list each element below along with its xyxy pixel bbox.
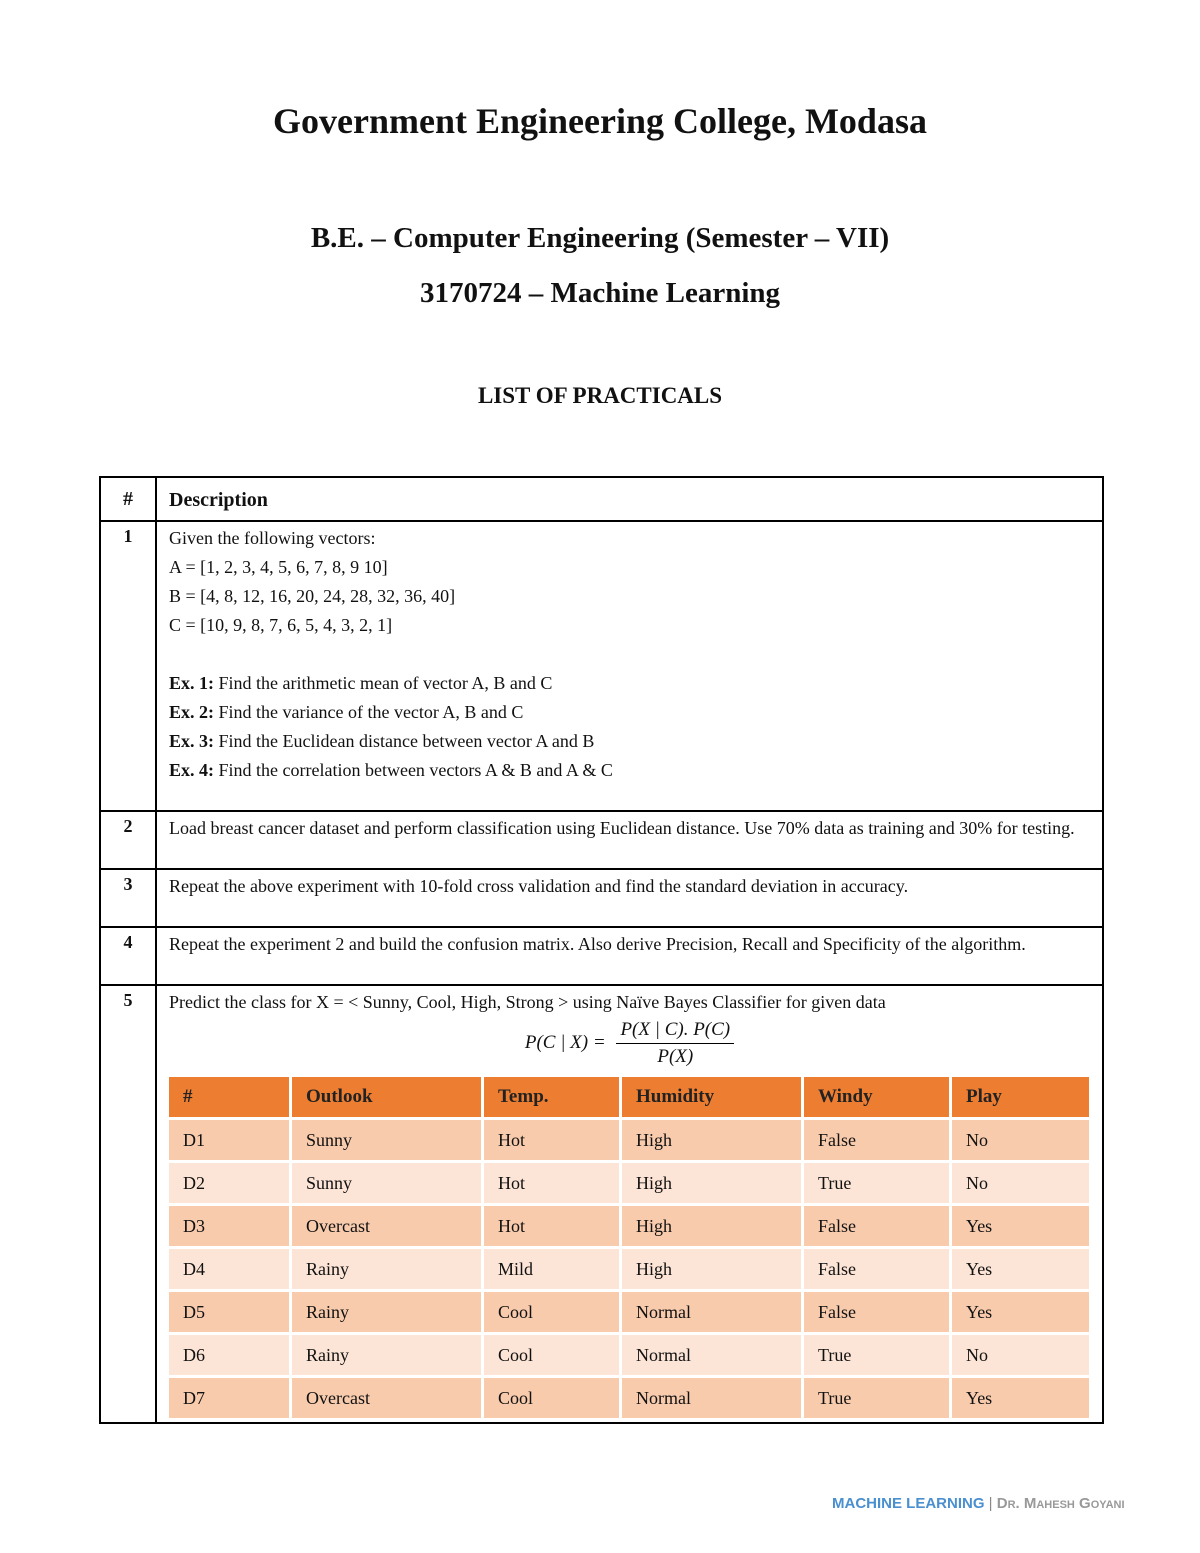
- data-cell: Rainy: [289, 1292, 481, 1332]
- data-cell: Yes: [949, 1206, 1089, 1246]
- data-cell: Rainy: [289, 1335, 481, 1375]
- data-cell: Overcast: [289, 1206, 481, 1246]
- data-row: [169, 1163, 1089, 1203]
- data-cell: High: [619, 1249, 801, 1289]
- formula-lhs: P(C | X) =: [524, 1031, 606, 1053]
- data-header-cell: Humidity: [619, 1077, 801, 1117]
- college-title: Government Engineering College, Modasa: [273, 101, 927, 141]
- data-cell: Sunny: [289, 1120, 481, 1160]
- vector-b: B = [4, 8, 12, 16, 20, 24, 28, 32, 36, 40]: [169, 586, 456, 606]
- header-description: Description: [156, 477, 1103, 521]
- vector-c: C = [10, 9, 8, 7, 6, 5, 4, 3, 2, 1]: [169, 615, 393, 635]
- row-description: Repeat the above experiment with 10-fold cross validation and find the standard deviation in accuracy.: [156, 869, 1103, 927]
- data-header-row: [169, 1077, 1089, 1117]
- footer-subject: MACHINE LEARNING: [832, 1495, 985, 1512]
- table-row: [100, 869, 1103, 927]
- row-description: Repeat the experiment 2 and build the confusion matrix. Also derive Precision, Recall and Specificity of the algorithm.: [156, 927, 1103, 985]
- course-title: 3170724 – Machine Learning: [419, 277, 781, 309]
- data-cell: Cool: [481, 1378, 619, 1418]
- data-cell: Hot: [481, 1206, 619, 1246]
- data-row: [169, 1292, 1089, 1332]
- exercise-2: Ex. 2: Find the variance of the vector A, B and C: [169, 702, 524, 722]
- data-cell: D5: [169, 1292, 289, 1332]
- data-row: [169, 1120, 1089, 1160]
- data-cell: D1: [169, 1120, 289, 1160]
- row-description: [156, 521, 1103, 811]
- row-description: [156, 985, 1103, 1423]
- data-cell: High: [619, 1163, 801, 1203]
- data-cell: True: [801, 1378, 949, 1418]
- exercise-4: Ex. 4: Find the correlation between vectors A & B and A & C: [169, 760, 613, 780]
- data-cell: D6: [169, 1335, 289, 1375]
- table-row: [100, 521, 1103, 811]
- data-cell: Cool: [481, 1292, 619, 1332]
- header-num: #: [100, 477, 156, 521]
- row-number: 3: [100, 869, 156, 927]
- practicals-table: [99, 476, 1104, 1424]
- data-cell: True: [801, 1163, 949, 1203]
- list-title: LIST OF PRACTICALS: [477, 383, 723, 408]
- data-cell: Hot: [481, 1120, 619, 1160]
- program-title: B.E. – Computer Engineering (Semester – VII): [310, 222, 890, 254]
- data-row: [169, 1249, 1089, 1289]
- data-cell: No: [949, 1335, 1089, 1375]
- table-row: [100, 985, 1103, 1423]
- formula-numerator: P(X | C). P(C): [616, 1019, 734, 1044]
- data-cell: High: [619, 1206, 801, 1246]
- data-cell: False: [801, 1292, 949, 1332]
- row-description: Load breast cancer dataset and perform classification using Euclidean distance. Use 70% data as training and 30% for testing.: [156, 811, 1103, 869]
- table-header-row: [100, 477, 1103, 521]
- data-cell: D2: [169, 1163, 289, 1203]
- vector-a: A = [1, 2, 3, 4, 5, 6, 7, 8, 9 10]: [169, 557, 388, 577]
- row-number: 5: [100, 985, 156, 1423]
- data-cell: Normal: [619, 1292, 801, 1332]
- data-cell: False: [801, 1206, 949, 1246]
- data-cell: No: [949, 1120, 1089, 1160]
- data-cell: Yes: [949, 1292, 1089, 1332]
- exercise-3: Ex. 3: Find the Euclidean distance between vector A and B: [169, 731, 595, 751]
- data-row: [169, 1206, 1089, 1246]
- data-cell: Normal: [619, 1378, 801, 1418]
- row-number: 1: [100, 521, 156, 811]
- data-cell: D7: [169, 1378, 289, 1418]
- data-cell: Mild: [481, 1249, 619, 1289]
- data-cell: Hot: [481, 1163, 619, 1203]
- row-number: 2: [100, 811, 156, 869]
- naive-bayes-task: Predict the class for X = < Sunny, Cool, High, Strong > using Naïve Bayes Classifier for given data: [169, 992, 886, 1012]
- data-cell: D4: [169, 1249, 289, 1289]
- exercise-1: Ex. 1: Find the arithmetic mean of vector A, B and C: [169, 673, 553, 693]
- formula-denominator: P(X): [657, 1046, 694, 1067]
- data-cell: Cool: [481, 1335, 619, 1375]
- data-header-cell: Windy: [801, 1077, 949, 1117]
- table-row: [100, 927, 1103, 985]
- data-cell: Rainy: [289, 1249, 481, 1289]
- data-header-cell: #: [169, 1077, 289, 1117]
- data-cell: False: [801, 1120, 949, 1160]
- data-cell: Yes: [949, 1378, 1089, 1418]
- table-row: [100, 811, 1103, 869]
- data-cell: D3: [169, 1206, 289, 1246]
- data-cell: True: [801, 1335, 949, 1375]
- footer-separator: |: [988, 1495, 993, 1512]
- page-footer: [832, 1495, 1125, 1512]
- footer-author: Dr. Mahesh Goyani: [996, 1495, 1125, 1512]
- data-header-cell: Temp.: [481, 1077, 619, 1117]
- data-row: [169, 1335, 1089, 1375]
- row-number: 4: [100, 927, 156, 985]
- data-cell: Normal: [619, 1335, 801, 1375]
- data-header-cell: Outlook: [289, 1077, 481, 1117]
- bayes-formula: [169, 1019, 1090, 1068]
- data-cell: High: [619, 1120, 801, 1160]
- data-cell: Sunny: [289, 1163, 481, 1203]
- data-row: [169, 1378, 1089, 1418]
- data-cell: Overcast: [289, 1378, 481, 1418]
- vectors-intro: Given the following vectors:: [169, 528, 376, 548]
- data-cell: False: [801, 1249, 949, 1289]
- weather-data-table: [169, 1074, 1089, 1421]
- data-cell: Yes: [949, 1249, 1089, 1289]
- data-cell: No: [949, 1163, 1089, 1203]
- data-header-cell: Play: [949, 1077, 1089, 1117]
